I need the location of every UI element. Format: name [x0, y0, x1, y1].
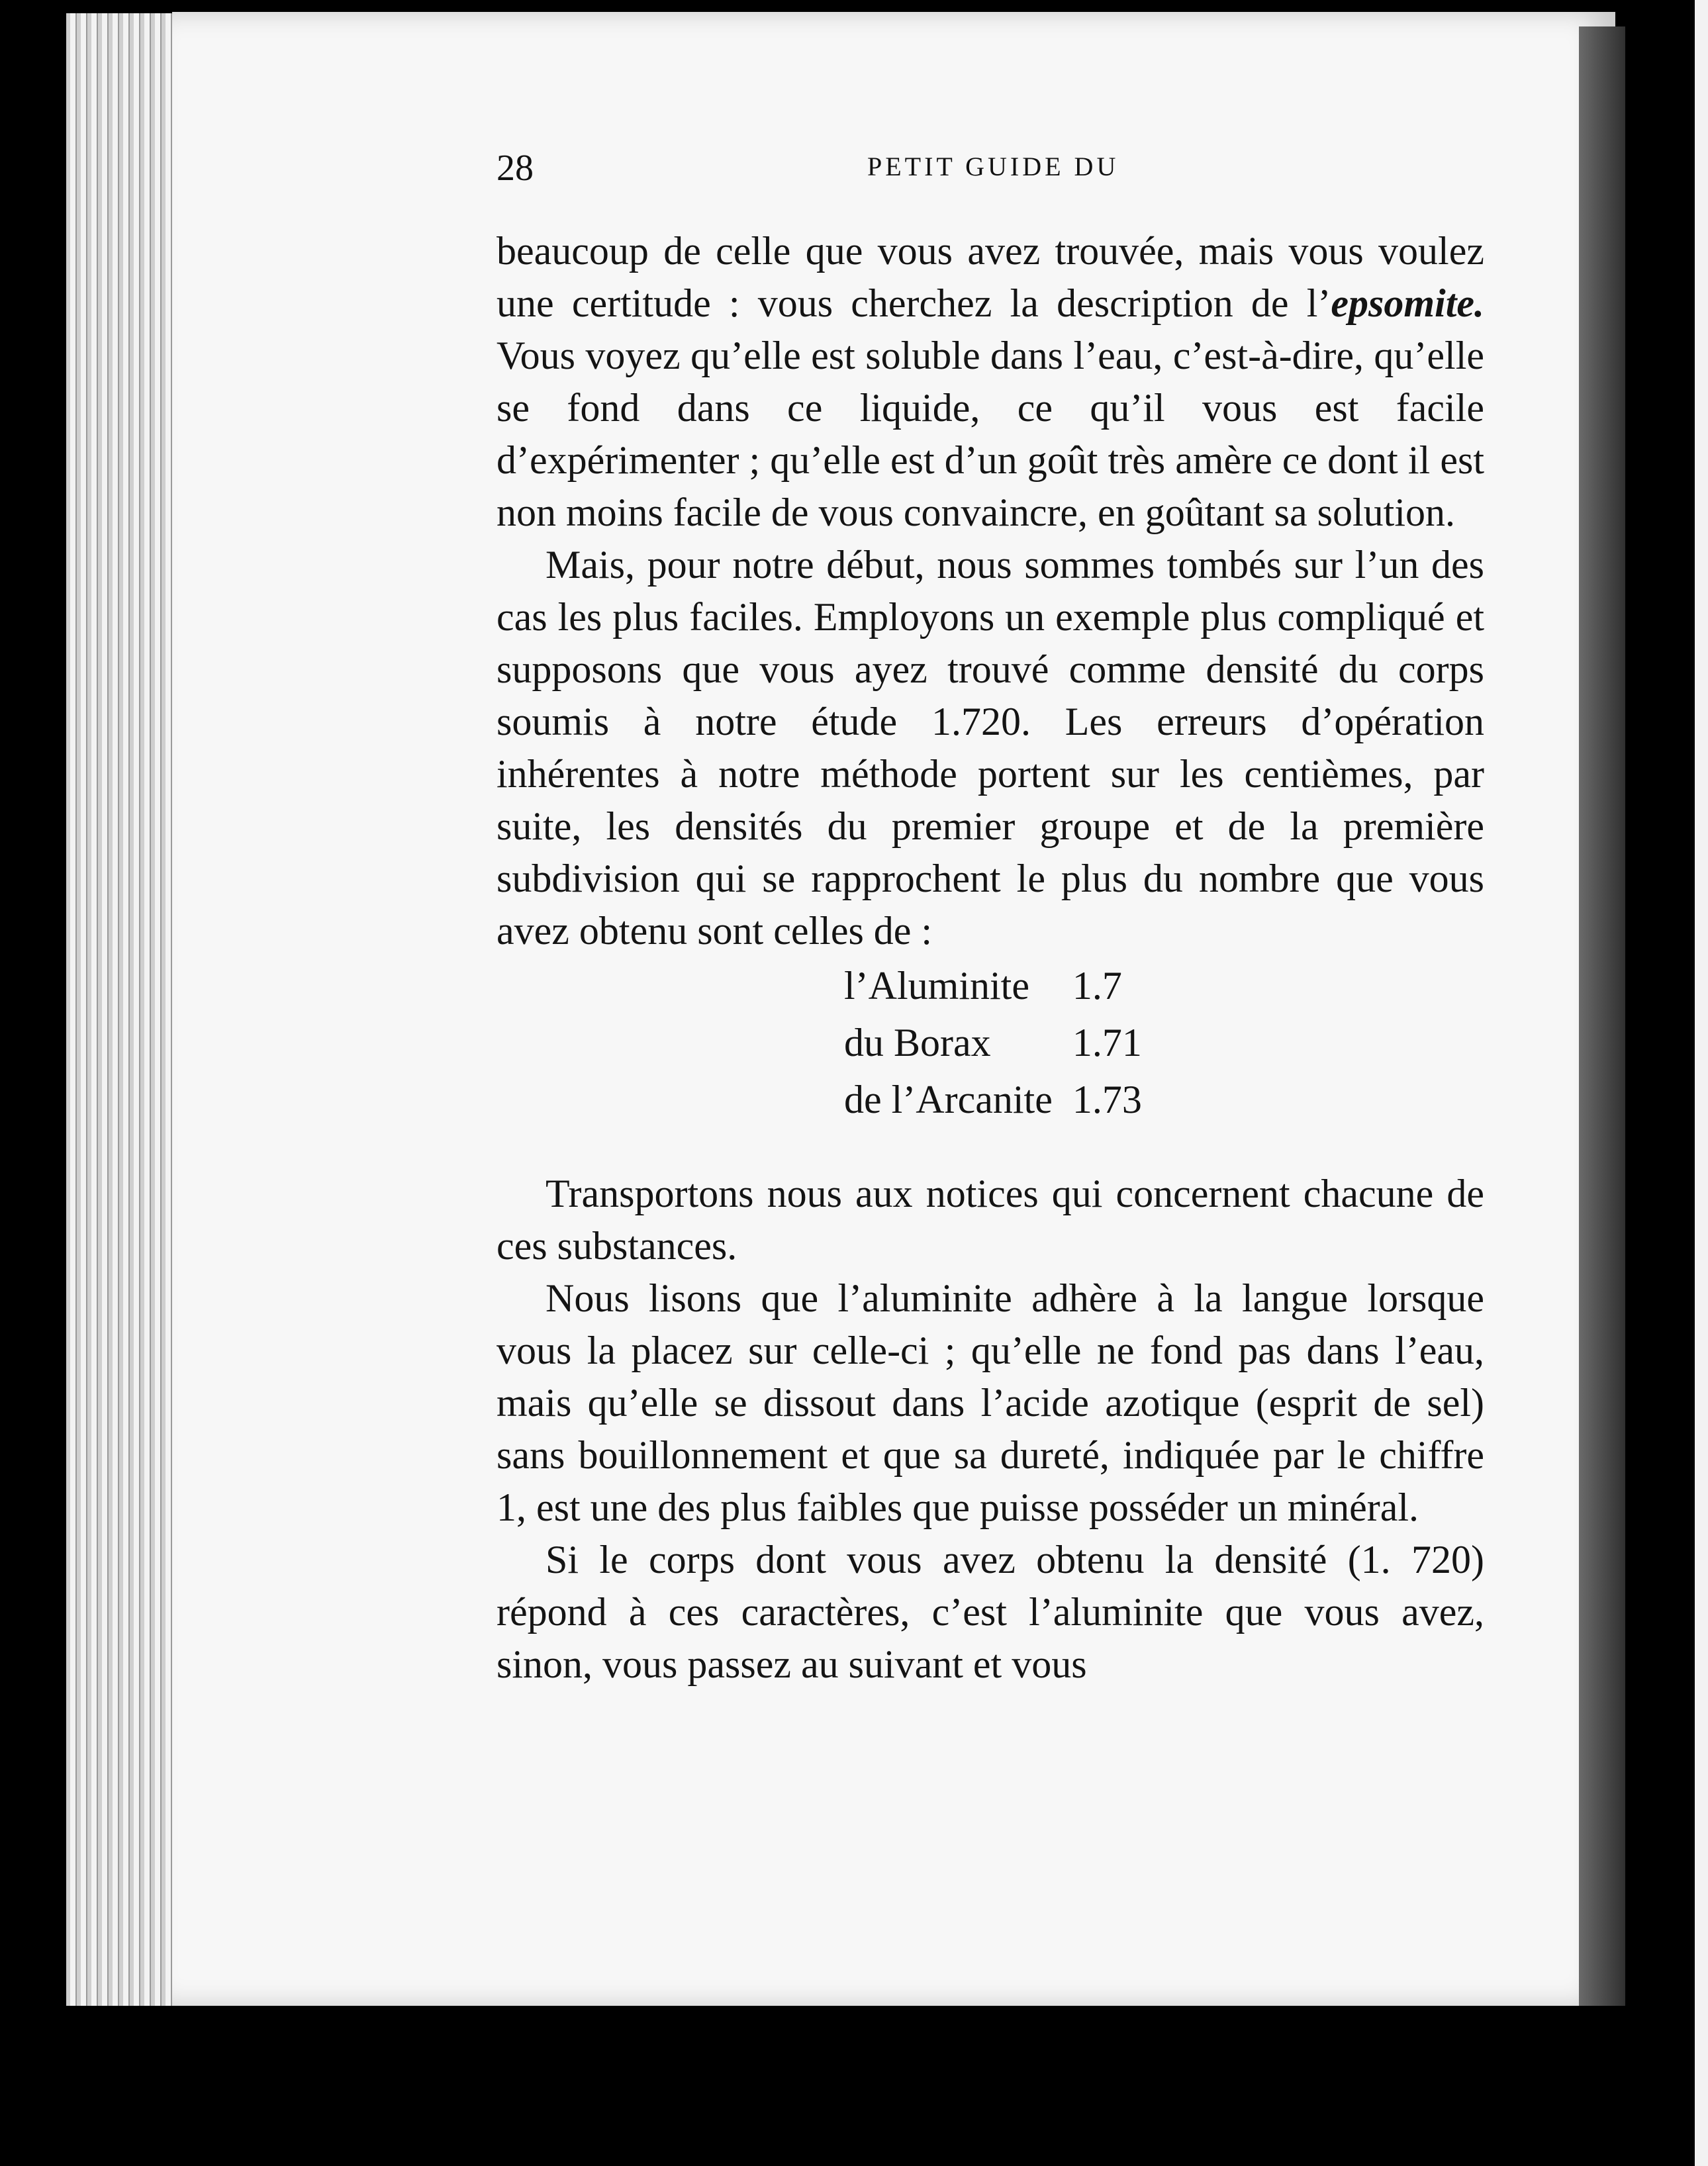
paragraph-2: Mais, pour notre début, nous sommes tombés sur l’un des cas les plus faciles. Employons un exemple plus compliqué et supposons que vous ayez trouvé comme densité du corps soumis à notre étude 1.720. Les erreurs d’opération inhérentes à notre méthode portent sur les centièmes, par suite, les densités du premier groupe et de la première subdivision qui se rapprochent le plus du nombre que vous avez obtenu sont celles de : [497, 543, 1484, 953]
paragraph-1-end: Vous voyez qu’elle est soluble dans l’eau, c’est-à-dire, qu’elle se fond dans ce liquide, ce qu’il vous est facile d’expérimenter ; qu’elle est d’un goût très amère ce dont il est non moins facile de vous convaincre, en goûtant sa solution. [497, 334, 1484, 534]
page-body [497, 225, 1484, 1691]
density-row [844, 1014, 1142, 1071]
spacer [497, 1128, 1484, 1168]
density-row [844, 957, 1142, 1014]
mineral-name-epsomite: epsomite. [1331, 281, 1484, 325]
density-value: 1.71 [1072, 1021, 1142, 1064]
book-spine-shadow [1579, 26, 1625, 2006]
density-list [844, 957, 1142, 1128]
paragraph-4: Nous lisons que l’aluminite adhère à la langue lorsque vous la placez sur celle-ci ; qu’elle ne fond pas dans l’eau, mais qu’elle se dissout dans l’acide azotique (esprit de sel) sans bouillonnement et que sa dureté, indiquée par le chiffre 1, est une des plus faibles que puisse posséder un minéral. [497, 1276, 1484, 1529]
density-value: 1.73 [1072, 1078, 1142, 1121]
book-page-edges [66, 13, 179, 2006]
paragraph-1-start: beaucoup de celle que vous avez trouvée, mais vous voulez une certitude : vous cherchez la description de l’ [497, 229, 1484, 325]
facing-page-edge [1695, 0, 1708, 2166]
mineral-name: du Borax [844, 1021, 991, 1064]
density-value: 1.7 [1072, 964, 1122, 1008]
mineral-name: de l’Arcanite [844, 1078, 1053, 1121]
paragraph-3: Transportons nous aux notices qui concernent chacune de ces substances. [497, 1172, 1484, 1268]
page-header [497, 147, 1490, 193]
running-title: PETIT GUIDE DU [867, 152, 1119, 181]
paragraph-1 [497, 225, 1484, 539]
mineral-name: l’Aluminite [844, 964, 1029, 1008]
paragraph-5: Si le corps dont vous avez obtenu la densité (1. 720) répond à ces caractères, c’est l’aluminite que vous avez, sinon, vous passez au suivant et vous [497, 1538, 1484, 1686]
density-row [844, 1071, 1142, 1128]
page-number: 28 [497, 148, 534, 189]
